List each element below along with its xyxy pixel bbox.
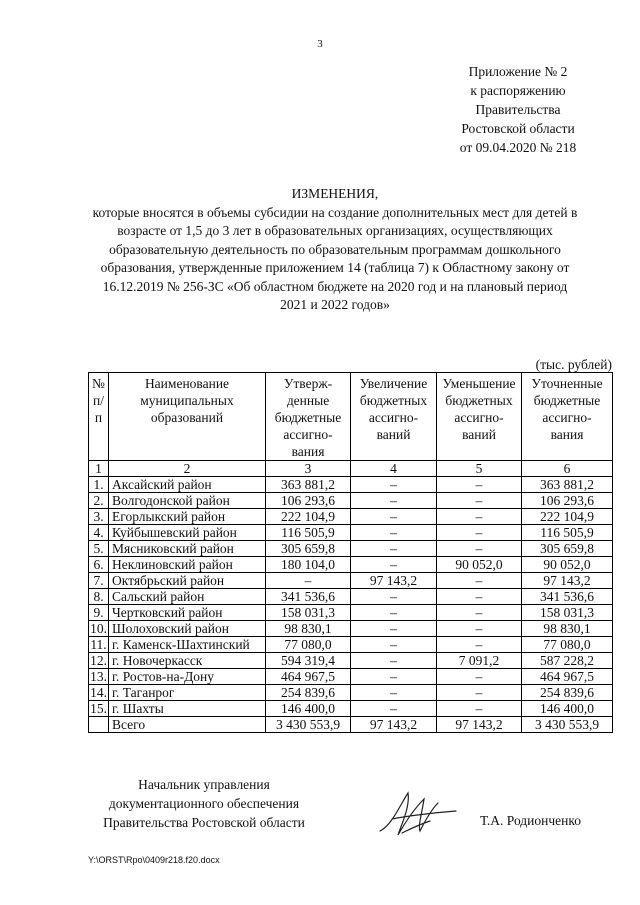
- increase-amount: –: [351, 509, 437, 525]
- municipality-name: Чертковский район: [109, 605, 266, 621]
- document-heading: [90, 185, 580, 315]
- increase-amount: –: [351, 605, 437, 621]
- table-row: [89, 493, 613, 509]
- final-amount: 116 505,9: [522, 525, 613, 541]
- row-number: 7.: [89, 573, 109, 589]
- header-row: [89, 373, 613, 461]
- table-row: [89, 605, 613, 621]
- appendix-line: Ростовской области: [461, 121, 575, 136]
- municipality-name: Волгодонской район: [109, 493, 266, 509]
- approved-amount: 254 839,6: [266, 685, 351, 701]
- final-amount: 77 080,0: [522, 637, 613, 653]
- table-row: [89, 637, 613, 653]
- approved-amount: 222 104,9: [266, 509, 351, 525]
- approved-amount: 464 967,5: [266, 669, 351, 685]
- index-cell: 2: [109, 461, 266, 477]
- index-cell: 3: [266, 461, 351, 477]
- table-row: [89, 573, 613, 589]
- signatory-line: Начальник управления: [138, 777, 270, 792]
- approved-amount: 3 430 553,9: [266, 717, 351, 733]
- final-amount: 305 659,8: [522, 541, 613, 557]
- table-row: [89, 525, 613, 541]
- final-amount: 464 967,5: [522, 669, 613, 685]
- decrease-amount: –: [437, 525, 522, 541]
- decrease-amount: –: [437, 701, 522, 717]
- final-amount: 222 104,9: [522, 509, 613, 525]
- final-amount: 363 881,2: [522, 477, 613, 493]
- table-row: [89, 589, 613, 605]
- decrease-amount: –: [437, 493, 522, 509]
- increase-amount: –: [351, 525, 437, 541]
- municipality-name: Сальский район: [109, 589, 266, 605]
- final-amount: 3 430 553,9: [522, 717, 613, 733]
- subsidy-table: [88, 372, 613, 733]
- row-number: 15.: [90, 701, 107, 716]
- approved-amount: 180 104,0: [266, 557, 351, 573]
- heading-body: которые вносятся в объемы субсидии на создание дополнительных мест для детей в возрасте от 1,5 до 3 лет в образовательных организациях, осуществляющих образовательную деятельность по образовательным программам дошкольного образования, утвержденные приложением 14 (таблица 7) к Областному закону от 16.12.2019 № 256-ЗС «Об областном бюджете на 2020 год и на плановый период 2021 и 2022 годов»: [92, 204, 578, 312]
- municipality-name: Мясниковский район: [109, 541, 266, 557]
- decrease-amount: –: [437, 477, 522, 493]
- approved-amount: 305 659,8: [266, 541, 351, 557]
- appendix-line: от 09.04.2020 № 218: [459, 140, 577, 155]
- appendix-line: Приложение № 2: [468, 64, 568, 79]
- final-amount: 90 052,0: [522, 557, 613, 573]
- table-row: [89, 621, 613, 637]
- increase-amount: –: [351, 653, 437, 669]
- row-number: 4.: [89, 525, 109, 541]
- col-header-number: № п/п: [89, 373, 109, 461]
- approved-amount: –: [266, 573, 351, 589]
- table-row: [89, 701, 613, 717]
- row-number: 10.: [90, 621, 107, 636]
- final-amount: 587 228,2: [522, 653, 613, 669]
- handwritten-signature: [372, 785, 462, 845]
- row-number: 6.: [89, 557, 109, 573]
- appendix-block: [428, 62, 608, 157]
- col-header-increase: Увеличение бюджетных ассигно- ваний: [351, 373, 437, 461]
- index-cell: 4: [351, 461, 437, 477]
- table-body: [89, 477, 613, 733]
- municipality-name: Шолоховский район: [109, 621, 266, 637]
- page-number: 3: [317, 38, 323, 50]
- index-cell: 1: [89, 461, 109, 477]
- unit-label: (тыс. рублей): [535, 357, 612, 372]
- decrease-amount: –: [437, 573, 522, 589]
- row-number: 11.: [90, 637, 107, 652]
- final-amount: 158 031,3: [522, 605, 613, 621]
- municipality-name: г. Шахты: [109, 701, 266, 717]
- municipality-name: Егорлыкский район: [109, 509, 266, 525]
- decrease-amount: –: [437, 541, 522, 557]
- appendix-line: Правительства: [475, 102, 561, 117]
- col-header-approved: Утверж- денные бюджетные ассигно- вания: [266, 373, 351, 461]
- signatory-line: документационного обеспечения: [108, 796, 300, 811]
- decrease-amount: –: [437, 685, 522, 701]
- increase-amount: 97 143,2: [351, 717, 437, 733]
- municipality-name: г. Каменск-Шахтинский: [109, 637, 266, 653]
- final-amount: 146 400,0: [522, 701, 613, 717]
- municipality-name: Неклиновский район: [109, 557, 266, 573]
- decrease-amount: –: [437, 509, 522, 525]
- increase-amount: –: [351, 493, 437, 509]
- approved-amount: 341 536,6: [266, 589, 351, 605]
- index-cell: 6: [522, 461, 613, 477]
- decrease-amount: –: [437, 605, 522, 621]
- row-number: [89, 717, 109, 733]
- table-row: [89, 653, 613, 669]
- row-number: 5.: [89, 541, 109, 557]
- row-number: 8.: [89, 589, 109, 605]
- signatory-line: Правительства Ростовской области: [103, 815, 305, 830]
- municipality-name: Октябрьский район: [109, 573, 266, 589]
- table-row: [89, 557, 613, 573]
- table-row: [89, 685, 613, 701]
- increase-amount: 97 143,2: [351, 573, 437, 589]
- approved-amount: 158 031,3: [266, 605, 351, 621]
- increase-amount: –: [351, 685, 437, 701]
- increase-amount: –: [351, 669, 437, 685]
- table-row: [89, 669, 613, 685]
- appendix-line: к распоряжению: [470, 83, 566, 98]
- row-number: 1.: [89, 477, 109, 493]
- final-amount: 341 536,6: [522, 589, 613, 605]
- col-header-name: Наименование муниципальных образований: [109, 373, 266, 461]
- municipality-name: г. Новочеркасск: [109, 653, 266, 669]
- municipality-name: г. Таганрог: [109, 685, 266, 701]
- municipality-name: Аксайский район: [109, 477, 266, 493]
- row-number: 3.: [89, 509, 109, 525]
- approved-amount: 594 319,4: [266, 653, 351, 669]
- table-row: [89, 541, 613, 557]
- decrease-amount: –: [437, 637, 522, 653]
- increase-amount: –: [351, 477, 437, 493]
- increase-amount: –: [351, 589, 437, 605]
- approved-amount: 116 505,9: [266, 525, 351, 541]
- decrease-amount: –: [437, 589, 522, 605]
- increase-amount: –: [351, 621, 437, 637]
- row-number: 2.: [89, 493, 109, 509]
- approved-amount: 146 400,0: [266, 701, 351, 717]
- approved-amount: 98 830,1: [266, 621, 351, 637]
- file-path: Y:\ORST\Rpo\0409r218.f20.docx: [88, 855, 220, 865]
- row-number: 12.: [90, 653, 107, 668]
- approved-amount: 77 080,0: [266, 637, 351, 653]
- heading-title: ИЗМЕНЕНИЯ,: [291, 186, 379, 201]
- municipality-name: Всего: [109, 717, 266, 733]
- increase-amount: –: [351, 541, 437, 557]
- increase-amount: –: [351, 637, 437, 653]
- decrease-amount: 7 091,2: [437, 653, 522, 669]
- signatory-name: Т.А. Родионченко: [480, 813, 581, 828]
- approved-amount: 363 881,2: [266, 477, 351, 493]
- approved-amount: 106 293,6: [266, 493, 351, 509]
- decrease-amount: 97 143,2: [437, 717, 522, 733]
- table-row: [89, 509, 613, 525]
- municipality-name: г. Ростов-на-Дону: [109, 669, 266, 685]
- decrease-amount: –: [437, 621, 522, 637]
- table-row: [89, 477, 613, 493]
- final-amount: 106 293,6: [522, 493, 613, 509]
- col-header-decrease: Уменьшение бюджетных ассигно- ваний: [437, 373, 522, 461]
- total-row: [89, 717, 613, 733]
- row-number: 13.: [90, 669, 107, 684]
- row-number: 9.: [89, 605, 109, 621]
- index-cell: 5: [437, 461, 522, 477]
- decrease-amount: –: [437, 669, 522, 685]
- row-number: 14.: [90, 685, 107, 700]
- signatory-title: [88, 775, 320, 832]
- col-header-final: Уточненные бюджетные ассигно- вания: [522, 373, 613, 461]
- increase-amount: –: [351, 557, 437, 573]
- final-amount: 97 143,2: [522, 573, 613, 589]
- final-amount: 98 830,1: [522, 621, 613, 637]
- municipality-name: Куйбышевский район: [109, 525, 266, 541]
- increase-amount: –: [351, 701, 437, 717]
- decrease-amount: 90 052,0: [437, 557, 522, 573]
- index-row: [89, 461, 613, 477]
- final-amount: 254 839,6: [522, 685, 613, 701]
